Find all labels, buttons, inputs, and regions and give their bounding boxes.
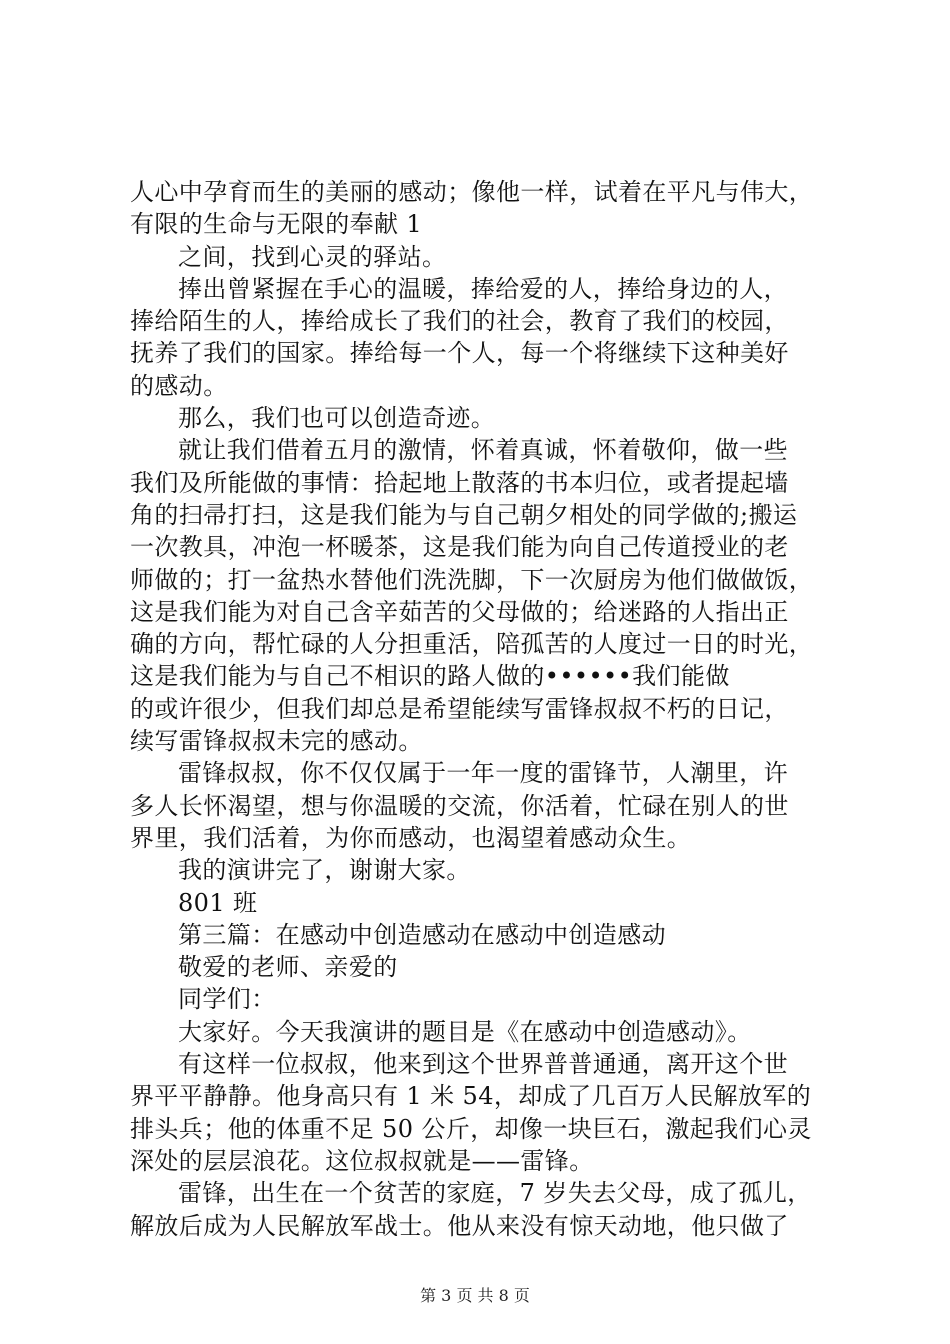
text-line: 同学们： xyxy=(178,985,276,1014)
text-line: 这是我们能为对自己含辛茹苦的父母做的；给迷路的人指出正 xyxy=(130,597,789,626)
text-line: 角的扫帚打扫，这是我们能为与自己朝夕相处的同学做的;搬运 xyxy=(130,500,798,529)
text-line: 确的方向，帮忙碌的人分担重活，陪孤苦的人度过一日的时光， xyxy=(130,630,814,659)
text-line: 师做的；打一盆热水替他们洗洗脚，下一次厨房为他们做做饭， xyxy=(130,565,814,594)
text-line: 界里，我们活着，为你而感动，也渴望着感动众生。 xyxy=(130,823,692,852)
text-line: 抚养了我们的国家。捧给每一个人，每一个将继续下这种美好 xyxy=(130,339,789,368)
page-footer: 第 3 页 共 8 页 xyxy=(420,1286,530,1305)
text-line: 界平平静静。他身高只有 1 米 54，却成了几百万人民解放军的 xyxy=(130,1082,812,1111)
text-line: 解放后成为人民解放军战士。他从来没有惊天动地，他只做了 xyxy=(130,1211,789,1240)
text-line: 捧出曾紧握在手心的温暖，捧给爱的人，捧给身边的人， xyxy=(178,274,788,303)
text-line: 多人长怀渴望，想与你温暖的交流，你活着，忙碌在别人的世 xyxy=(130,791,789,820)
text-line: 敬爱的老师、亲爱的 xyxy=(178,953,398,982)
text-line: 雷锋，出生在一个贫苦的家庭，7 岁失去父母，成了孤儿， xyxy=(178,1179,812,1208)
text-line: 雷锋叔叔，你不仅仅属于一年一度的雷锋节，人潮里，许 xyxy=(178,759,788,788)
text-line: 续写雷锋叔叔未完的感动。 xyxy=(130,727,423,756)
text-line: 就让我们借着五月的激情，怀着真诚，怀着敬仰，做一些 xyxy=(178,436,788,465)
text-line: 一次教具，冲泡一杯暖茶，这是我们能为向自己传道授业的老 xyxy=(130,533,789,562)
text-line: 深处的层层浪花。这位叔叔就是——雷锋。 xyxy=(130,1146,594,1175)
text-line: 我的演讲完了，谢谢大家。 xyxy=(178,856,471,885)
text-line: 801 班 xyxy=(178,888,258,917)
text-line: 第三篇：在感动中创造感动在感动中创造感动 xyxy=(178,920,666,949)
text-line: 那么，我们也可以创造奇迹。 xyxy=(178,404,496,433)
text-line: 人心中孕育而生的美丽的感动；像他一样，试着在平凡与伟大， xyxy=(130,178,814,206)
text-line: 这是我们能为与自己不相识的路人做的••••••我们能做 xyxy=(130,662,730,691)
text-line: 的或许很少，但我们却总是希望能续写雷锋叔叔不朽的日记， xyxy=(130,694,789,723)
text-line: 之间，找到心灵的驿站。 xyxy=(178,242,447,271)
text-line: 捧给陌生的人，捧给成长了我们的社会，教育了我们的校园， xyxy=(130,307,789,336)
document-body xyxy=(130,176,830,1242)
text-line: 大家好。今天我演讲的题目是《在感动中创造感动》。 xyxy=(178,1017,752,1046)
text-line: 排头兵；他的体重不足 50 公斤，却像一块巨石，激起我们心灵 xyxy=(130,1114,812,1143)
text-line: 有这样一位叔叔，他来到这个世界普普通通，离开这个世 xyxy=(178,1050,788,1079)
text-line: 我们及所能做的事情：拾起地上散落的书本归位，或者提起墙 xyxy=(130,468,789,497)
text-line: 有限的生命与无限的奉献 1 xyxy=(130,210,423,239)
text-line: 的感动。 xyxy=(130,371,228,400)
